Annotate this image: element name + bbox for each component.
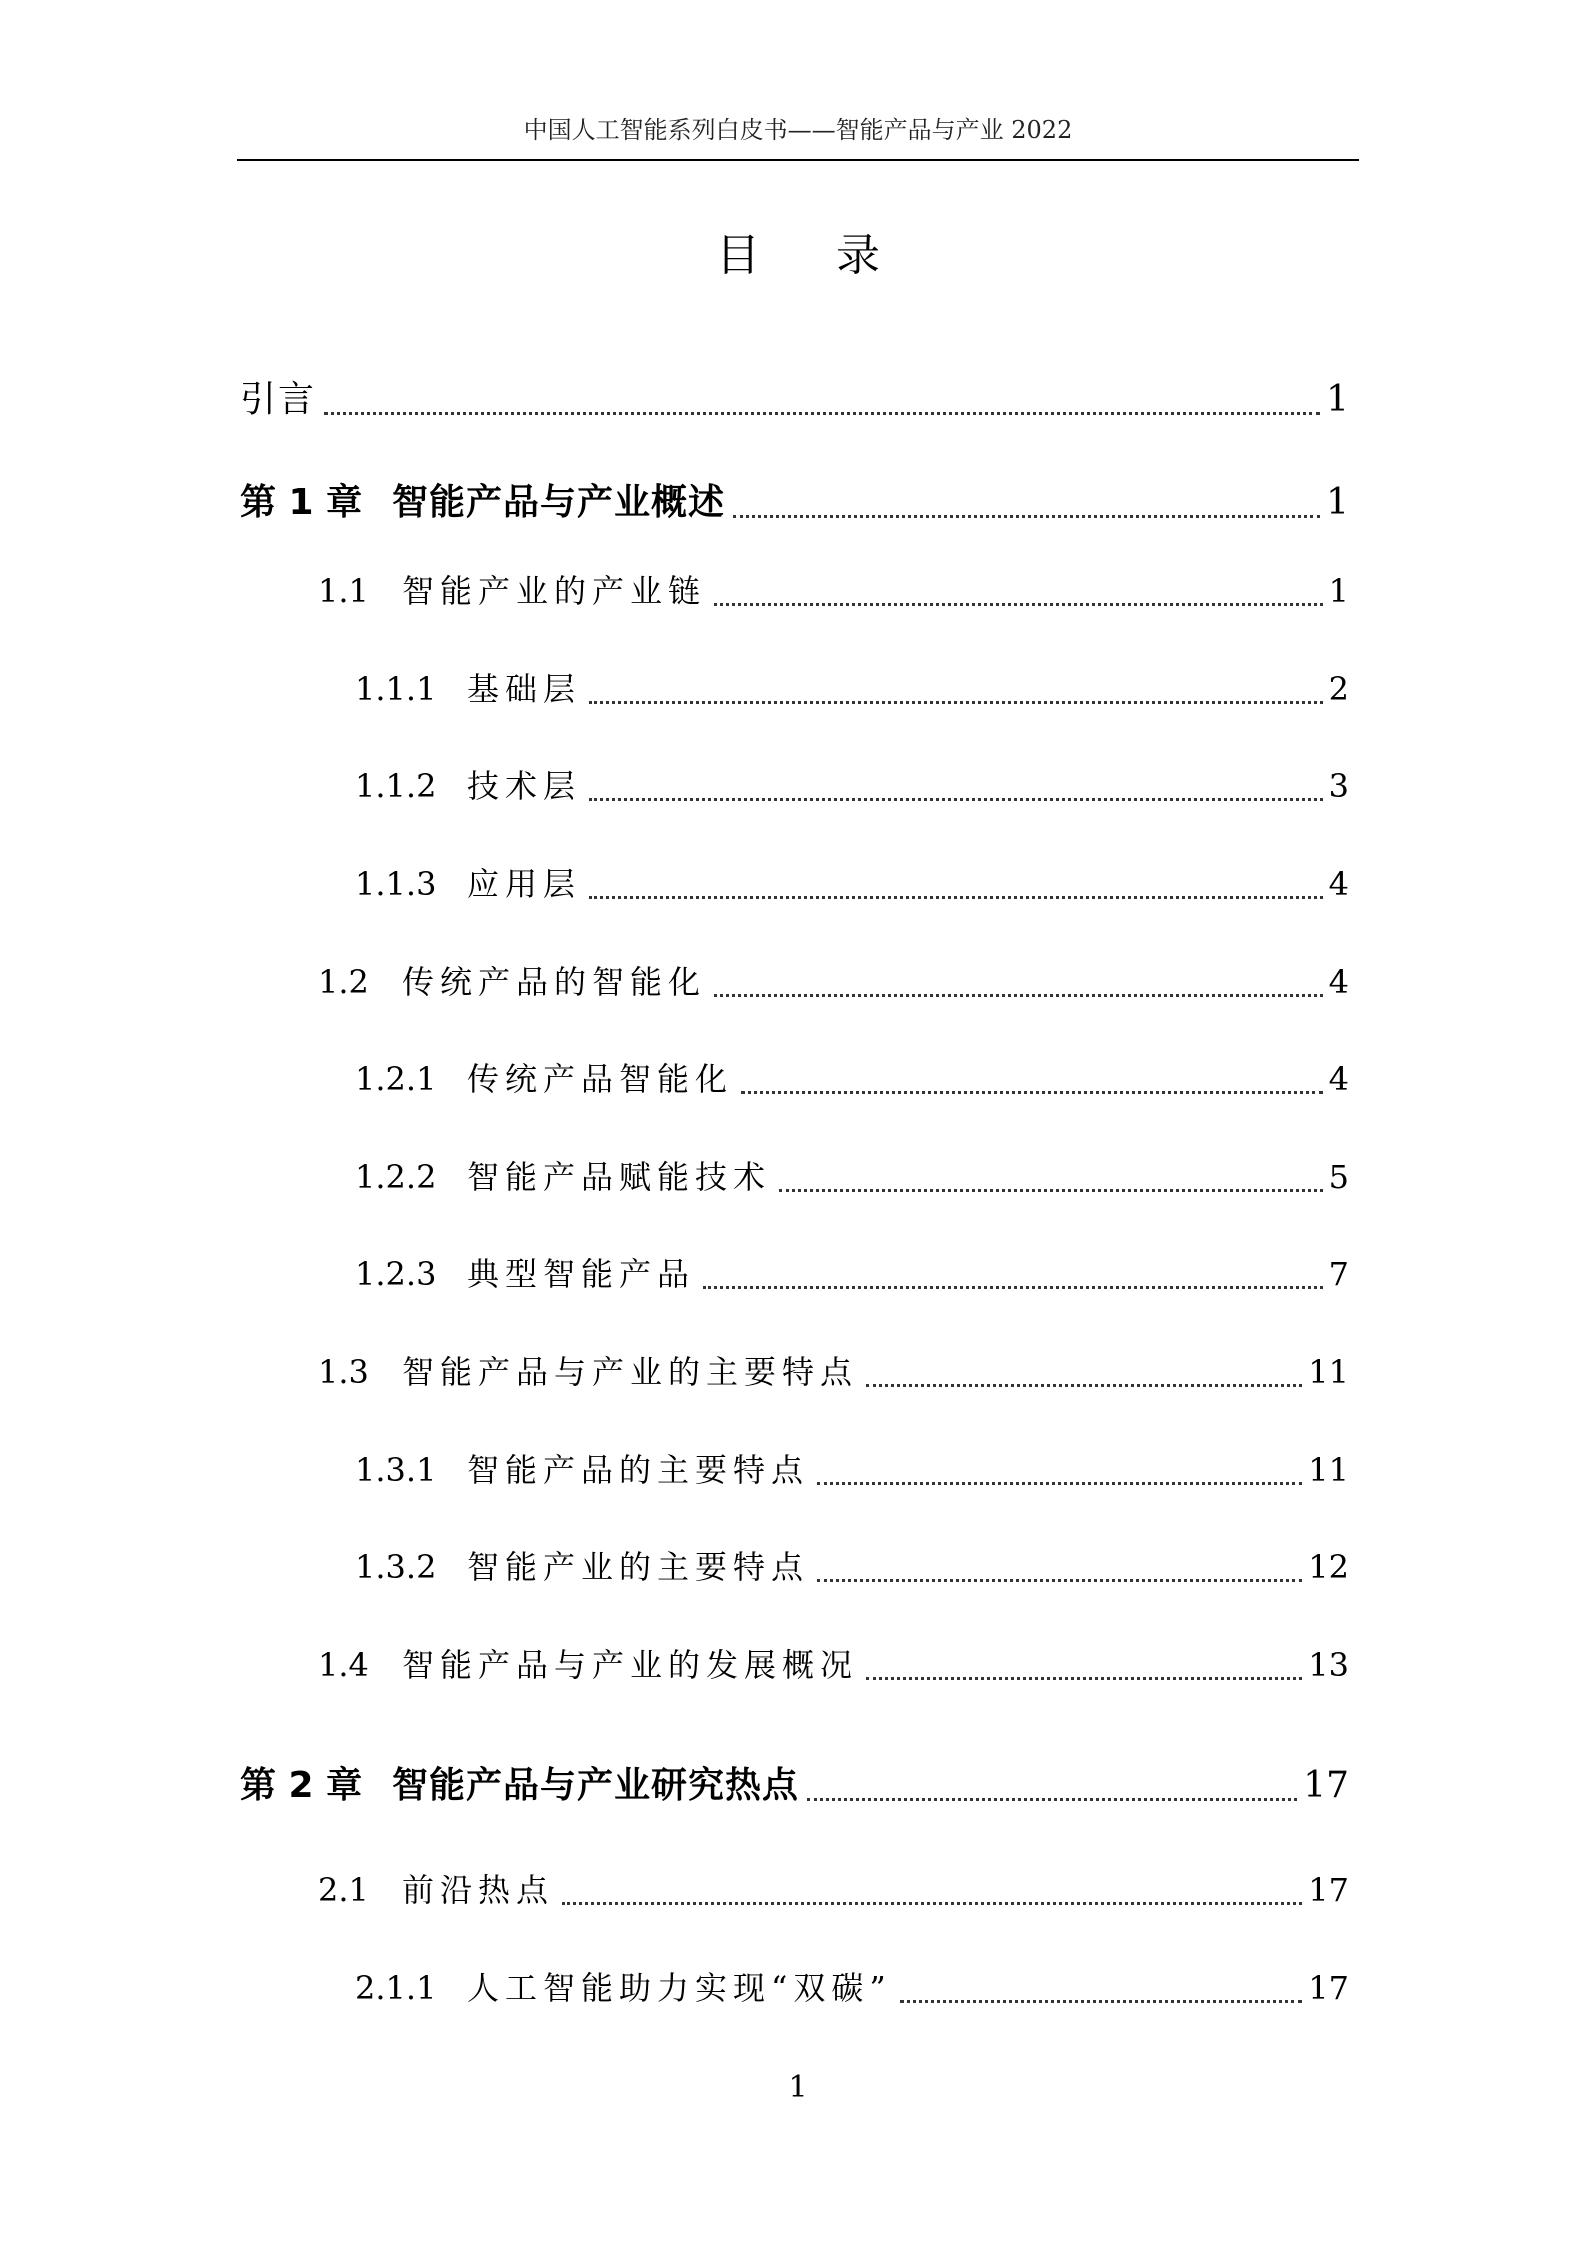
toc-entry-title: 智能产业的主要特点 <box>467 1548 810 1586</box>
toc-entry-label <box>355 665 581 713</box>
toc-dot-leader <box>703 1286 1323 1289</box>
toc-entry[interactable] <box>355 1543 1349 1591</box>
toc-entry-number: 1.2.1 <box>355 1060 437 1098</box>
toc-entry-title: 智能产业的产业链 <box>402 572 707 610</box>
toc-dot-leader <box>589 701 1323 704</box>
toc-entry[interactable] <box>318 567 1349 615</box>
toc-entry-label <box>355 1055 733 1103</box>
toc-entry-page: 4 <box>1328 865 1349 903</box>
toc-entry-title: 引言 <box>240 379 317 420</box>
toc-dot-leader <box>714 603 1323 606</box>
toc-entry[interactable] <box>355 762 1349 810</box>
toc-entry-page: 1 <box>1326 482 1349 523</box>
toc-entry-page: 13 <box>1308 1646 1349 1684</box>
toc-dot-leader <box>817 1482 1302 1485</box>
toc-entry[interactable] <box>240 1762 1349 1810</box>
toc-entry-label <box>355 860 581 908</box>
toc-title: 目录 <box>716 230 956 281</box>
toc-dot-leader <box>733 515 1320 518</box>
toc-entry[interactable] <box>355 665 1349 713</box>
toc-entry-label <box>355 1543 809 1591</box>
toc-entry-label <box>355 1964 892 2012</box>
toc-entry-page: 17 <box>1308 1969 1349 2007</box>
toc-dot-leader <box>900 2000 1303 2003</box>
toc-entry-title: 智能产品与产业概述 <box>392 482 726 523</box>
toc-entry-title: 基础层 <box>467 670 582 708</box>
toc-entry[interactable] <box>355 1055 1349 1103</box>
toc-entry[interactable] <box>355 1964 1349 2012</box>
toc-dot-leader <box>324 412 1320 415</box>
toc-entry-label <box>355 1250 695 1298</box>
toc-entry-number: 2.1 <box>318 1871 369 1909</box>
toc-entry-page: 1 <box>1328 572 1349 610</box>
toc-entry-label <box>318 1641 858 1689</box>
toc-entry-number: 1.2.3 <box>355 1255 437 1293</box>
toc-entry-label <box>355 762 581 810</box>
toc-entry-label <box>355 1446 809 1494</box>
toc-entry-label <box>240 1762 799 1810</box>
toc-entry-page: 7 <box>1328 1255 1349 1293</box>
toc-entry-title: 传统产品智能化 <box>467 1060 734 1098</box>
toc-entry-page: 4 <box>1328 1060 1349 1098</box>
header-rule <box>237 159 1359 161</box>
toc-entry-number: 1.1.3 <box>355 865 437 903</box>
toc-entry-title: 智能产品的主要特点 <box>467 1451 810 1489</box>
toc-dot-leader <box>779 1189 1323 1192</box>
toc-dot-leader <box>741 1091 1323 1094</box>
page-number: 1 <box>788 2070 808 2105</box>
toc-entry-title: 典型智能产品 <box>467 1255 696 1293</box>
toc-dot-leader <box>714 994 1323 997</box>
toc-entry[interactable] <box>240 479 1349 527</box>
toc-entry-title: 智能产品赋能技术 <box>467 1158 772 1196</box>
toc-entry-page: 1 <box>1326 379 1349 420</box>
toc-entry-number: 1.1 <box>318 572 369 610</box>
toc-dot-leader <box>807 1798 1297 1801</box>
toc-entry-label <box>355 1153 771 1201</box>
toc-entry-title: 技术层 <box>467 767 582 805</box>
toc-entry-label <box>318 567 706 615</box>
toc-entry-number: 1.1.1 <box>355 670 437 708</box>
toc-entry[interactable] <box>318 958 1349 1006</box>
toc-entry-title: 智能产品与产业的发展概况 <box>402 1646 859 1684</box>
toc-entry[interactable] <box>240 376 1349 424</box>
toc-entry-number: 第 2 章 <box>240 1765 363 1806</box>
toc-entry-number: 第 1 章 <box>240 482 363 523</box>
toc-entry-number: 1.2.2 <box>355 1158 437 1196</box>
toc-entry-page: 4 <box>1328 963 1349 1001</box>
toc-dot-leader <box>589 798 1323 801</box>
toc-entry-number: 2.1.1 <box>355 1969 437 2007</box>
toc-entry-title: 人工智能助力实现“双碳” <box>467 1969 892 2007</box>
toc-entry[interactable] <box>355 1153 1349 1201</box>
toc-entry-label <box>318 1866 554 1914</box>
toc-entry-label <box>240 479 725 527</box>
toc-entry-page: 11 <box>1308 1451 1349 1489</box>
toc-entry-number: 1.4 <box>318 1646 369 1684</box>
toc-entry-title: 前沿热点 <box>402 1871 555 1909</box>
toc-entry-number: 1.3.1 <box>355 1451 437 1489</box>
toc-entry[interactable] <box>355 860 1349 908</box>
toc-entry-title: 智能产品与产业研究热点 <box>392 1765 800 1806</box>
toc-entry[interactable] <box>355 1250 1349 1298</box>
toc-dot-leader <box>817 1579 1302 1582</box>
toc-entry-number: 1.1.2 <box>355 767 437 805</box>
toc-dot-leader <box>866 1677 1302 1680</box>
toc-entry[interactable] <box>355 1446 1349 1494</box>
toc-dot-leader <box>562 1902 1302 1905</box>
toc-entry-page: 17 <box>1308 1871 1349 1909</box>
toc-entry-page: 3 <box>1328 767 1349 805</box>
toc-dot-leader <box>866 1384 1302 1387</box>
toc-entry[interactable] <box>318 1348 1349 1396</box>
toc-entry-page: 11 <box>1308 1353 1349 1391</box>
toc-entry-number: 1.3 <box>318 1353 369 1391</box>
toc-entry-title: 传统产品的智能化 <box>402 963 707 1001</box>
toc-entry-title: 智能产品与产业的主要特点 <box>402 1353 859 1391</box>
toc-entry-title: 应用层 <box>467 865 582 903</box>
toc-entry-page: 17 <box>1303 1765 1349 1806</box>
toc-entry-label <box>318 958 706 1006</box>
toc-entry-number: 1.3.2 <box>355 1548 437 1586</box>
toc-entry-page: 12 <box>1308 1548 1349 1586</box>
toc-dot-leader <box>589 896 1323 899</box>
toc-entry-page: 2 <box>1328 670 1349 708</box>
toc-entry-label <box>240 376 316 424</box>
toc-entry-number: 1.2 <box>318 963 369 1001</box>
running-header: 中国人工智能系列白皮书——智能产品与产业 2022 <box>523 116 1073 144</box>
toc-entry-page: 5 <box>1328 1158 1349 1196</box>
toc-entry-label <box>318 1348 858 1396</box>
toc-entry[interactable] <box>318 1641 1349 1689</box>
toc-entry[interactable] <box>318 1866 1349 1914</box>
